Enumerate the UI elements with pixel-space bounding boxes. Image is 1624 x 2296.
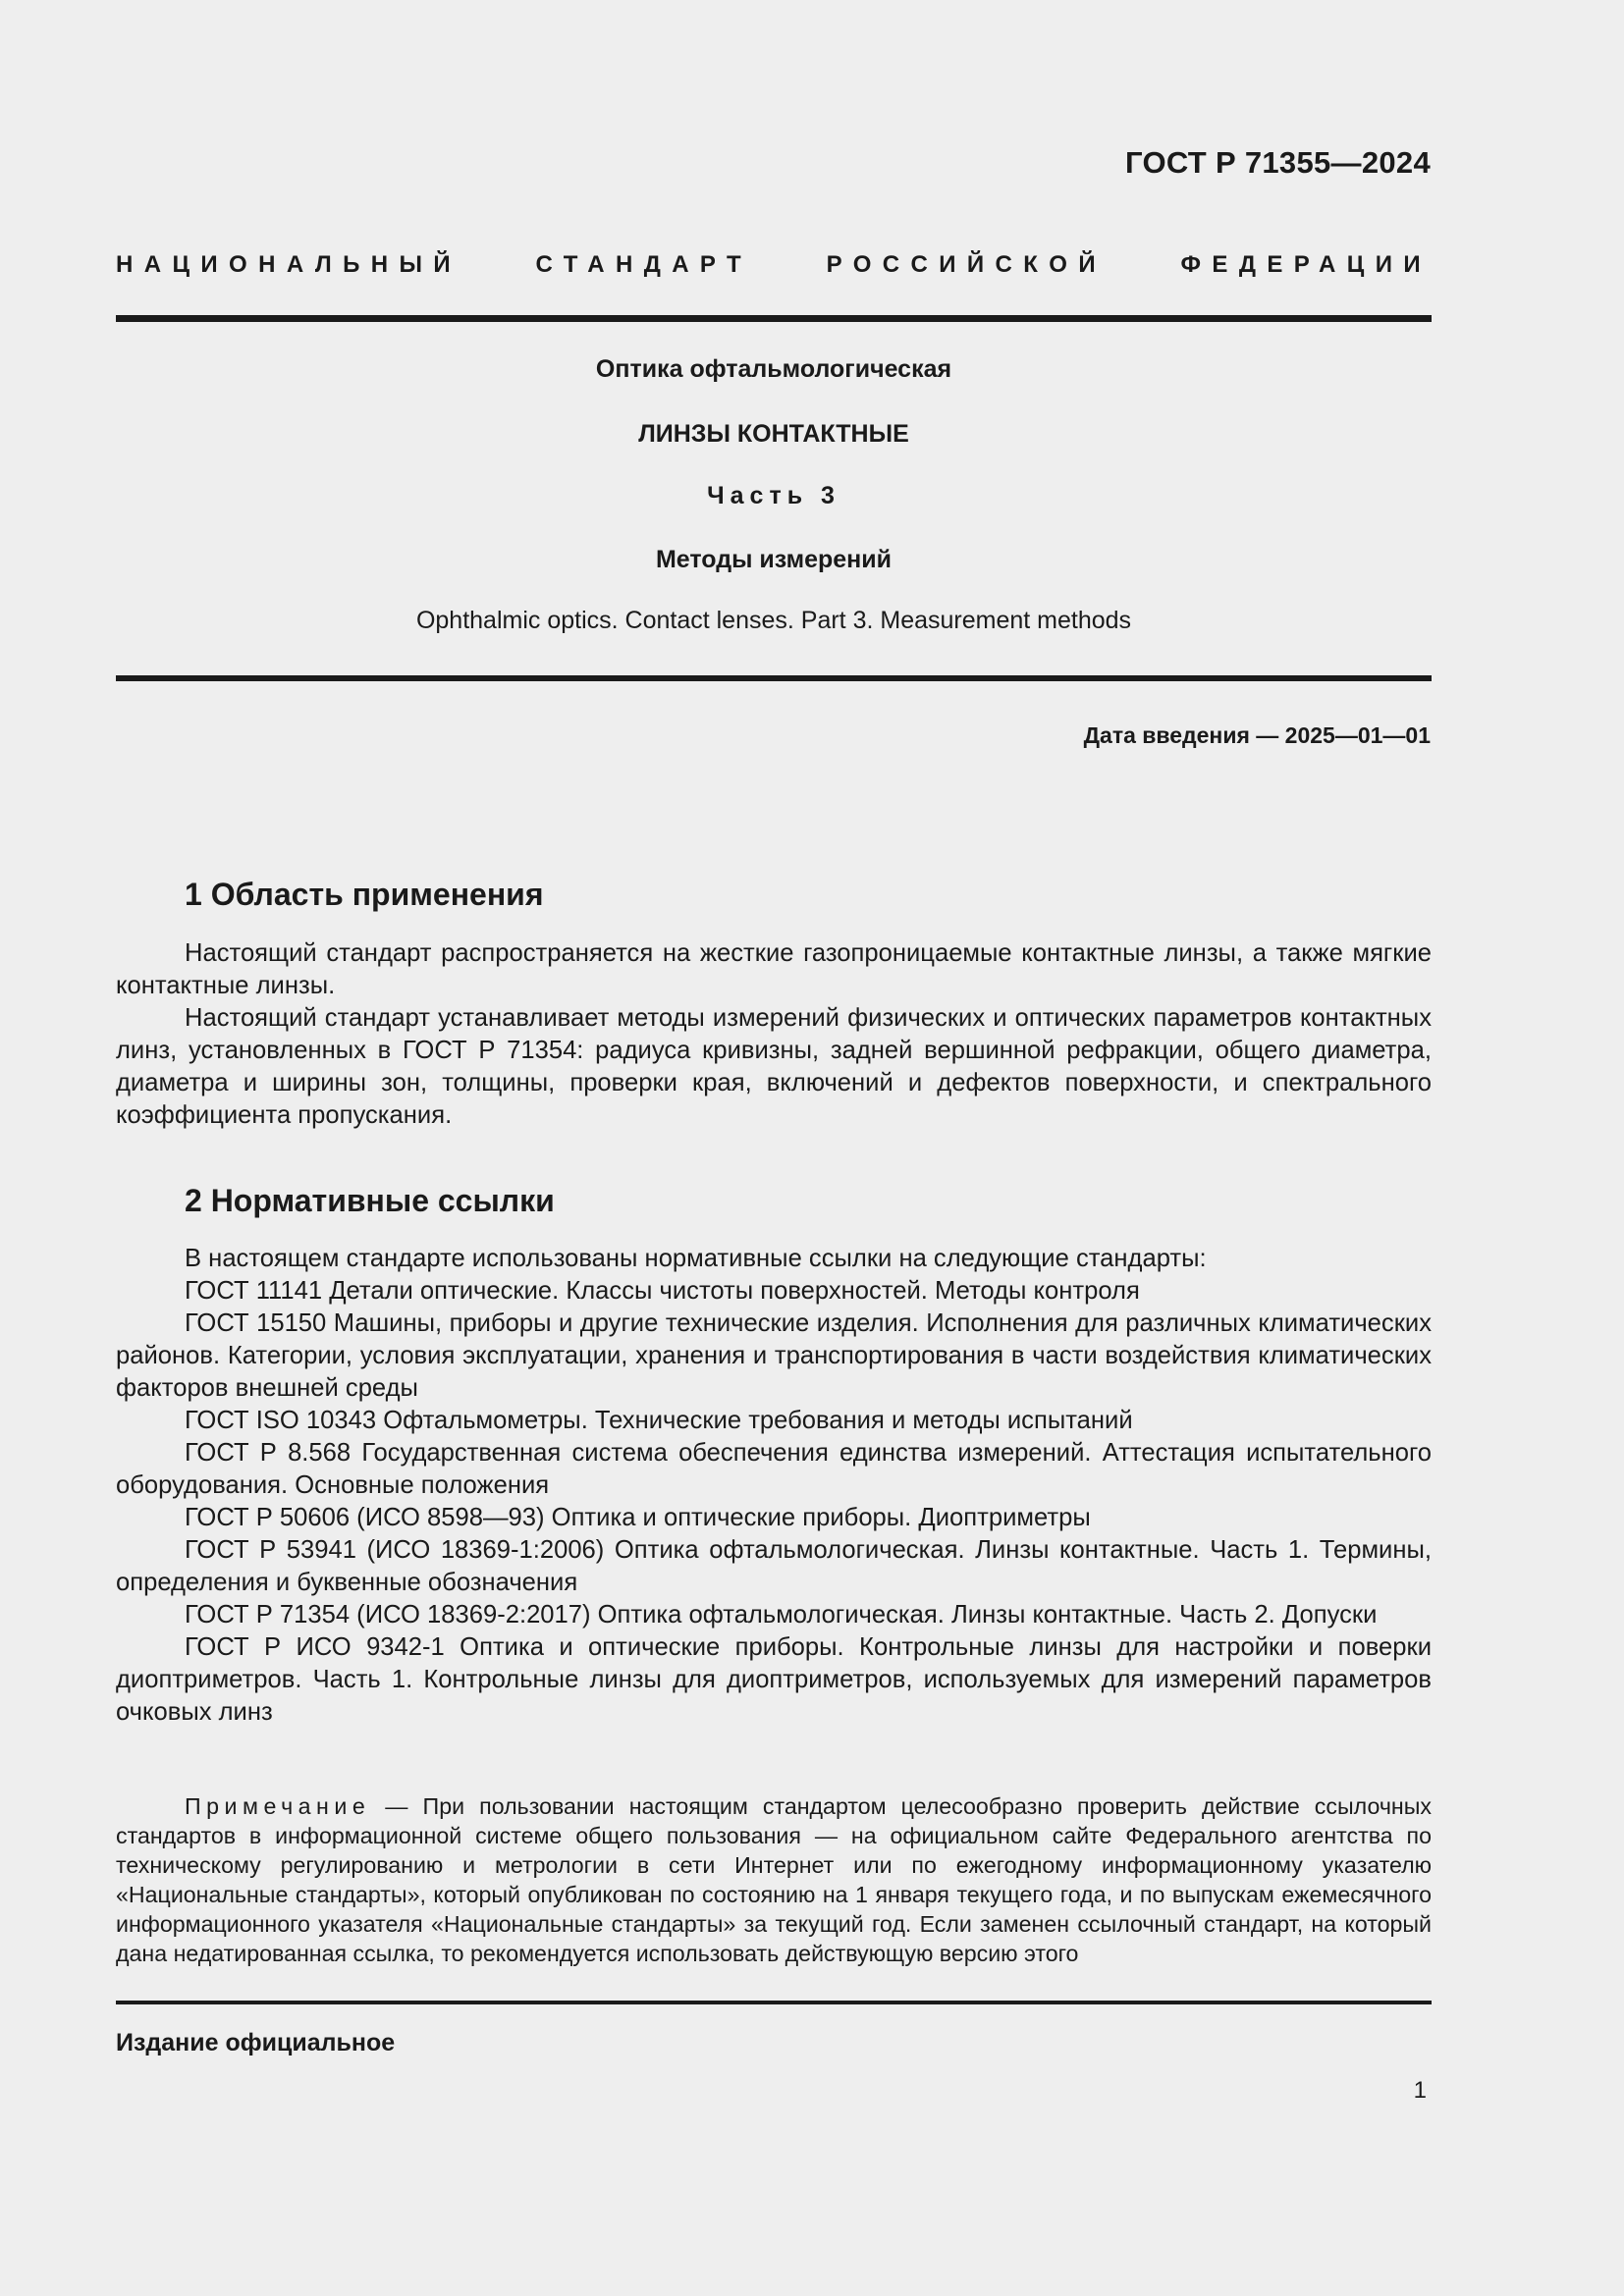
reference-item: ГОСТ ISO 10343 Офтальмометры. Технические требования и методы испытаний: [185, 1407, 1133, 1434]
edition-label: Издание официальное: [116, 2029, 396, 2056]
paragraph: Настоящий стандарт распространяется на жесткие газопроницаемые контактные линзы, а также мягкие контактные линзы.: [116, 939, 1432, 999]
section-heading-references: 2 Нормативные ссылки: [185, 1183, 555, 1218]
paragraph: Настоящий стандарт устанавливает методы измерений физических и оптических параметров контактных линз, установленных в ГОСТ Р 71354: радиуса кривизны, задней вершинной рефракции, общего диаметра, диаметра и ширины зон, толщины, проверки края, включений и дефектов поверхности, и спектрального коэффициента пропускания.: [116, 1004, 1432, 1129]
page-number: 1: [1413, 2077, 1427, 2104]
title-subject: ЛИНЗЫ КОНТАКТНЫЕ: [638, 420, 909, 448]
reference-item: ГОСТ Р ИСО 9342-1 Оптика и оптические приборы. Контрольные линзы для настройки и поверки диоптриметров. Часть 1. Контрольные линзы для диоптриметров, используемых для измерений параметров очковых линз: [116, 1633, 1432, 1726]
note-label: Примечание: [185, 1793, 371, 1819]
title-divider: [116, 675, 1432, 681]
title-part: Часть 3: [707, 482, 840, 509]
footer-divider: [116, 2001, 1432, 2004]
section-body-references: [116, 1243, 1432, 1729]
title-field: Оптика офтальмологическая: [595, 355, 952, 383]
document-code: ГОСТ Р 71355—2024: [1125, 145, 1431, 180]
note-text: — При пользовании настоящим стандартом целесообразно проверить действие ссылочных стандартов в информационной системе общего пользования — на официальном сайте Федерального агентства по техническому регулированию и метрологии в сети Интернет или по ежегодному информационному указателю «Национальные стандарты», который опубликован по состоянию на 1 января текущего года, и по выпускам ежемесячного информационного указателя «Национальные стандарты» за текущий год. Если заменен ссылочный стандарт, на который дана недатированная ссылка, то рекомендуется использовать действующую версию этого: [116, 1793, 1432, 1966]
title-english: Ophthalmic optics. Contact lenses. Part 3. Measurement methods: [415, 607, 1132, 634]
reference-item: ГОСТ Р 8.568 Государственная система обеспечения единства измерений. Аттестация испытательного оборудования. Основные положения: [116, 1439, 1432, 1499]
section-heading-scope: 1 Область применения: [185, 877, 544, 912]
reference-item: ГОСТ Р 71354 (ИСО 18369-2:2017) Оптика офтальмологическая. Линзы контактные. Часть 2. Допуски: [185, 1601, 1378, 1629]
standard-banner: НАЦИОНАЛЬНЫЙ СТАНДАРТ РОССИЙСКОЙ ФЕДЕРАЦИИ: [116, 251, 1432, 278]
section-body-scope: [116, 937, 1432, 1132]
reference-item: ГОСТ 15150 Машины, приборы и другие технические изделия. Исполнения для различных климатических районов. Категории, условия эксплуатации, хранения и транспортирования в части воздействия климатических факторов внешней среды: [116, 1309, 1432, 1402]
reference-item: ГОСТ 11141 Детали оптические. Классы чистоты поверхностей. Методы контроля: [185, 1277, 1140, 1305]
reference-item: ГОСТ Р 53941 (ИСО 18369-1:2006) Оптика офтальмологическая. Линзы контактные. Часть 1. Термины, определения и буквенные обозначения: [116, 1536, 1432, 1596]
top-divider: [116, 315, 1432, 322]
reference-item: ГОСТ Р 50606 (ИСО 8598—93) Оптика и оптические приборы. Диоптриметры: [185, 1504, 1091, 1531]
introduction-date: Дата введения — 2025—01—01: [1083, 722, 1431, 748]
note-block: [116, 1791, 1432, 1968]
note-paragraph: [116, 1791, 1432, 1968]
title-topic: Методы измерений: [655, 546, 892, 573]
paragraph: В настоящем стандарте использованы нормативные ссылки на следующие стандарты:: [185, 1245, 1207, 1272]
